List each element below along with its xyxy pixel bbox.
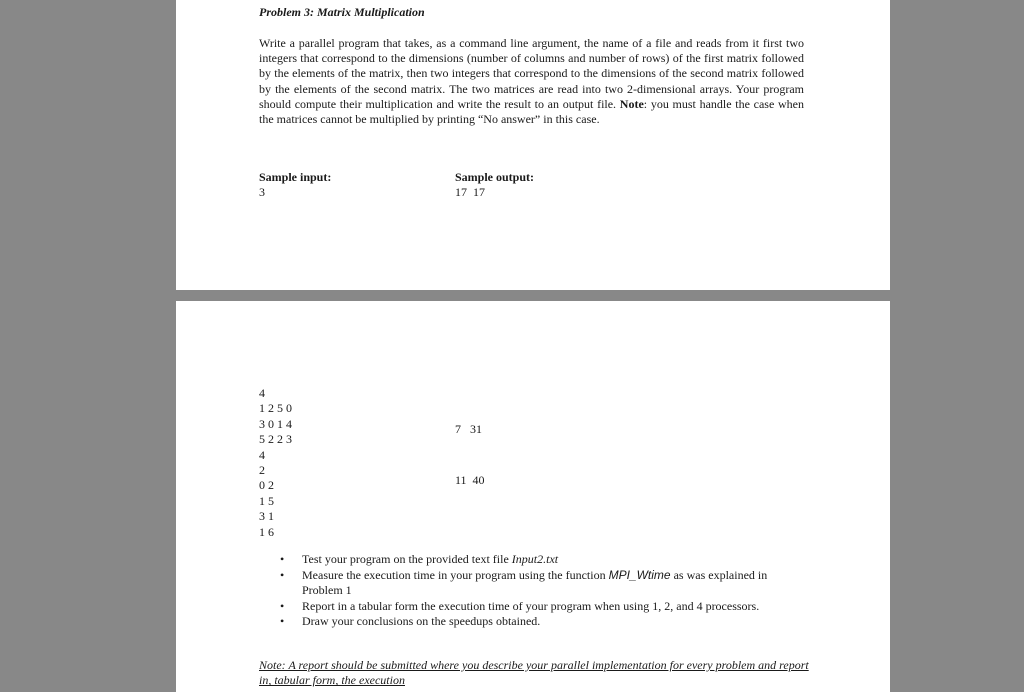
sample-input-line: 1 6 bbox=[259, 524, 274, 539]
sample-input-first-line: 3 bbox=[259, 185, 265, 199]
sample-input-line: 0 2 bbox=[259, 478, 274, 493]
sample-input-line: 3 1 bbox=[259, 509, 274, 524]
sample-output-line: 11 40 bbox=[455, 473, 485, 488]
bullet-item-conclusions: • Draw your conclusions on the speedups obtained. bbox=[280, 614, 810, 630]
sample-output-first-line: 17 17 bbox=[455, 185, 485, 199]
function-name: MPI_Wtime bbox=[608, 567, 671, 582]
sample-input-line: 4 bbox=[259, 447, 265, 462]
sample-output-line: 7 31 bbox=[455, 422, 482, 436]
problem-title: Problem 3: Matrix Multiplication bbox=[259, 5, 425, 19]
sample-output-label: Sample output: bbox=[455, 170, 535, 184]
note-bold: Note bbox=[619, 96, 644, 111]
document-page-bottom bbox=[176, 301, 890, 692]
input-file-name: Input2.txt bbox=[511, 552, 559, 566]
sample-input-line: 1 2 5 0 bbox=[259, 401, 292, 416]
problem-description bbox=[259, 36, 804, 127]
task-bullet-list bbox=[280, 552, 810, 630]
sample-input-line: 2 bbox=[259, 462, 265, 477]
sample-input-line: 1 5 bbox=[259, 493, 274, 508]
footer-note: Note: A report should be submitted where you describe your parallel implementation for every problem and report in, tabular form, the execution bbox=[259, 658, 809, 688]
description-part1: Write a parallel program that takes, as a command line argument, the name of a file and reads from it first two integers that correspond to the dimensions (number of columns and number of rows) of the first matrix followed by the elements of the matrix, then two integers that correspond to the dimensions of the second matrix followed by the elements of the second matrix. The two matrices are read into two 2-dimensional arrays. Your program should compute their multiplication and write the result to an output file. bbox=[259, 36, 804, 111]
sample-input-line: 4 bbox=[259, 386, 265, 400]
sample-output-continued bbox=[455, 386, 485, 525]
sample-input-label: Sample input: bbox=[259, 170, 332, 184]
bullet-item-measure: • Measure the execution time in your program using the function MPI_Wtime as was explained in Problem 1 bbox=[280, 568, 810, 599]
document-page-top bbox=[176, 0, 890, 290]
description-part2: : you must handle the case when the matrices cannot be multiplied by printing “No answer” in this case. bbox=[259, 96, 804, 127]
sample-input-line: 3 0 1 4 bbox=[259, 416, 292, 431]
sample-input-continued bbox=[259, 386, 292, 540]
bullet-item-test: • Test your program on the provided text file Input2.txt bbox=[280, 552, 810, 568]
sample-input-line: 5 2 2 3 bbox=[259, 432, 292, 447]
bullet-item-report: • Report in a tabular form the execution time of your program when using 1, 2, and 4 processors. bbox=[280, 599, 810, 615]
